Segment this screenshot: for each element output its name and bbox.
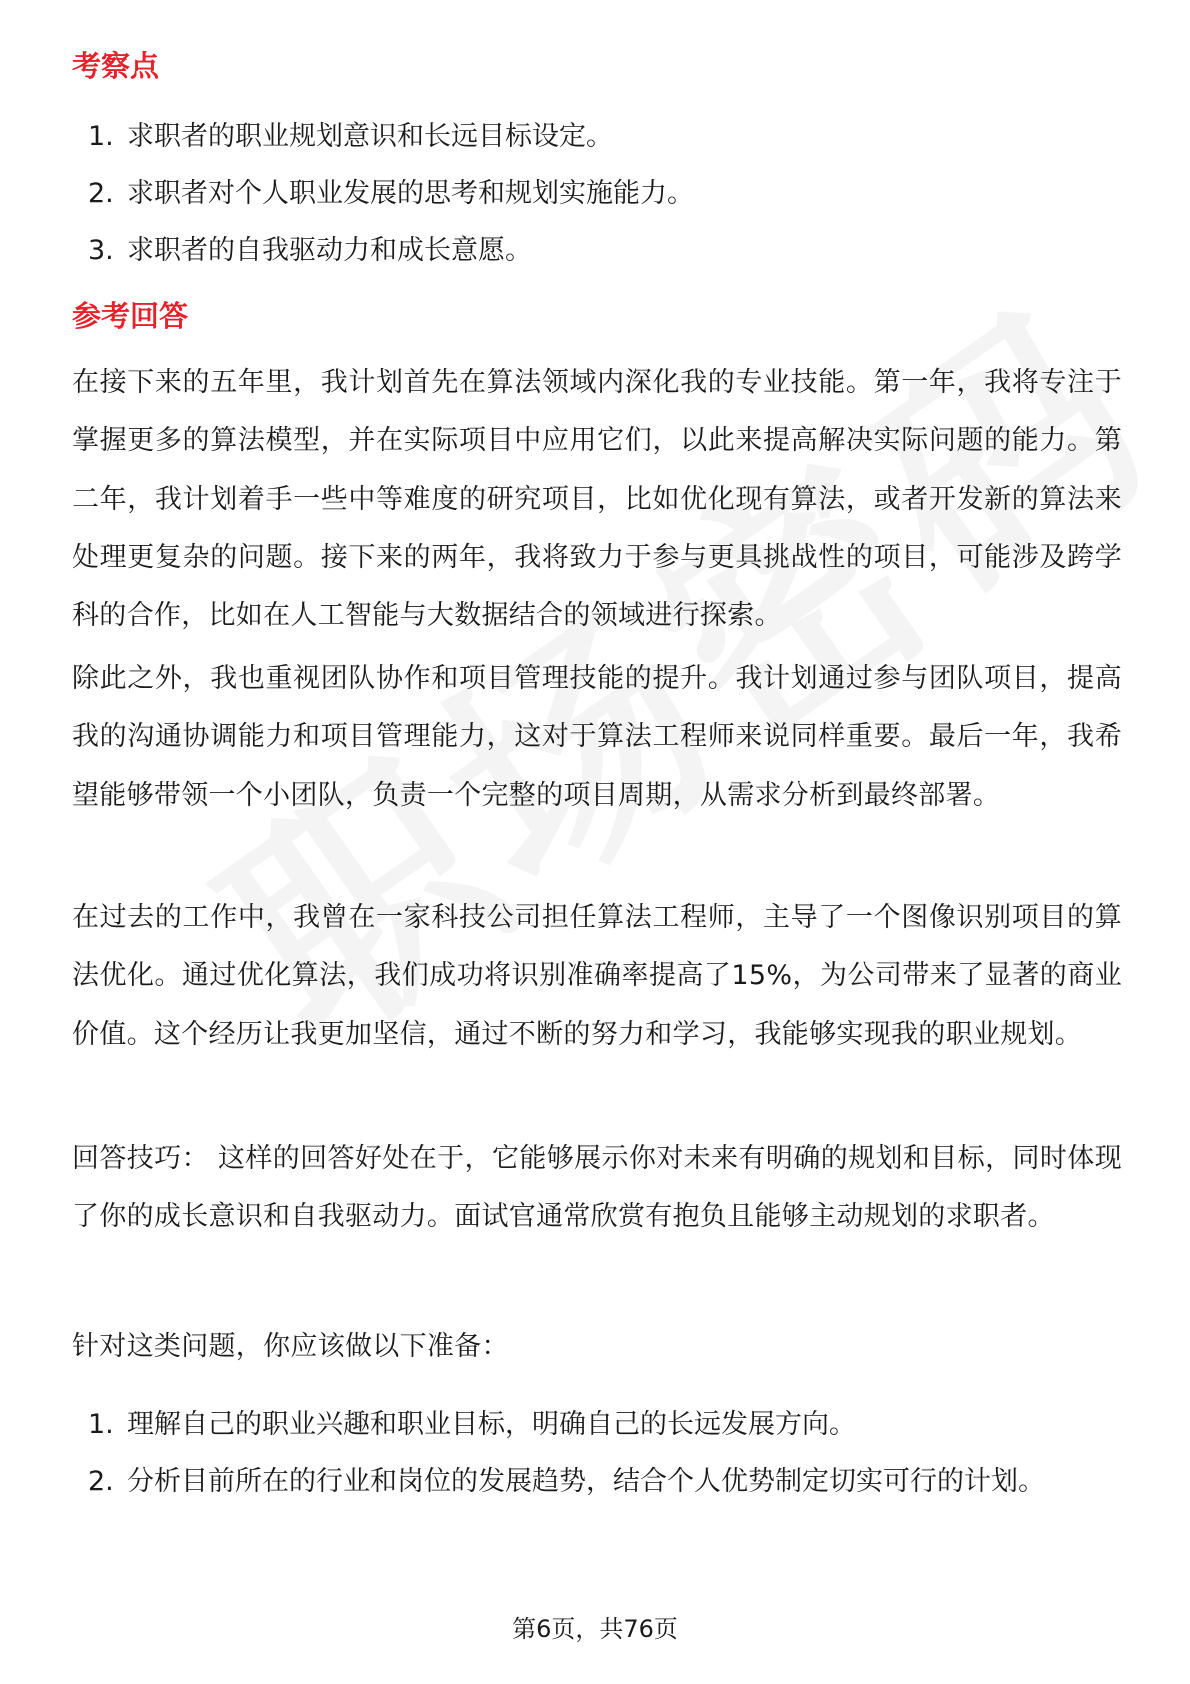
section-heading-focus: 考察点	[72, 49, 160, 83]
list-item-number: 1.	[88, 121, 114, 152]
page-number-footer: 第6页，共76页	[512, 1615, 678, 1643]
list-item-text: 理解自己的职业兴趣和职业目标，明确自己的长远发展方向。	[127, 1409, 856, 1440]
prep-list	[72, 1396, 1045, 1510]
list-item-text: 分析目前所在的行业和岗位的发展趋势，结合个人优势制定切实可行的计划。	[127, 1466, 1045, 1497]
list-item	[72, 1396, 1045, 1453]
list-item-number: 2.	[88, 1466, 114, 1497]
list-item	[72, 165, 694, 222]
answer-tips-paragraph: 回答技巧： 这样的回答好处在于，它能够展示你对未来有明确的规划和目标，同时体现了你的成长意识和自我驱动力。面试官通常欣赏有抱负且能够主动规划的求职者。	[72, 1143, 1122, 1233]
list-item-number: 3.	[88, 235, 114, 266]
list-item-number: 1.	[88, 1409, 114, 1440]
answer-paragraph-3: 在过去的工作中，我曾在一家科技公司担任算法工程师，主导了一个图像识别项目的算法优化。通过优化算法，我们成功将识别准确率提高了15%，为公司带来了显著的商业价值。这个经历让我更加坚信，通过不断的努力和学习，我能够实现我的职业规划。	[72, 902, 1122, 1050]
list-item	[72, 222, 694, 279]
prep-intro-paragraph: 针对这类问题，你应该做以下准备：	[72, 1331, 509, 1362]
list-item	[72, 1453, 1045, 1510]
focus-list	[72, 108, 694, 279]
list-item-text: 求职者的职业规划意识和长远目标设定。	[127, 121, 613, 152]
answer-paragraph-1: 在接下来的五年里，我计划首先在算法领域内深化我的专业技能。第一年，我将专注于掌握更多的算法模型，并在实际项目中应用它们，以此来提高解决实际问题的能力。第二年，我计划着手一些中等难度的研究项目，比如优化现有算法，或者开发新的算法来处理更复杂的问题。接下来的两年，我将致力于参与更具挑战性的项目，可能涉及跨学科的合作，比如在人工智能与大数据结合的领域进行探索。	[72, 367, 1122, 632]
list-item-number: 2.	[88, 178, 114, 209]
list-item	[72, 108, 694, 165]
list-item-text: 求职者的自我驱动力和成长意愿。	[127, 235, 532, 266]
list-item-text: 求职者对个人职业发展的思考和规划实施能力。	[127, 178, 694, 209]
answer-paragraph-2: 除此之外，我也重视团队协作和项目管理技能的提升。我计划通过参与团队项目，提高我的沟通协调能力和项目管理能力，这对于算法工程师来说同样重要。最后一年，我希望能够带领一个小团队，负责一个完整的项目周期，从需求分析到最终部署。	[72, 663, 1122, 811]
section-heading-answer: 参考回答	[72, 299, 189, 333]
